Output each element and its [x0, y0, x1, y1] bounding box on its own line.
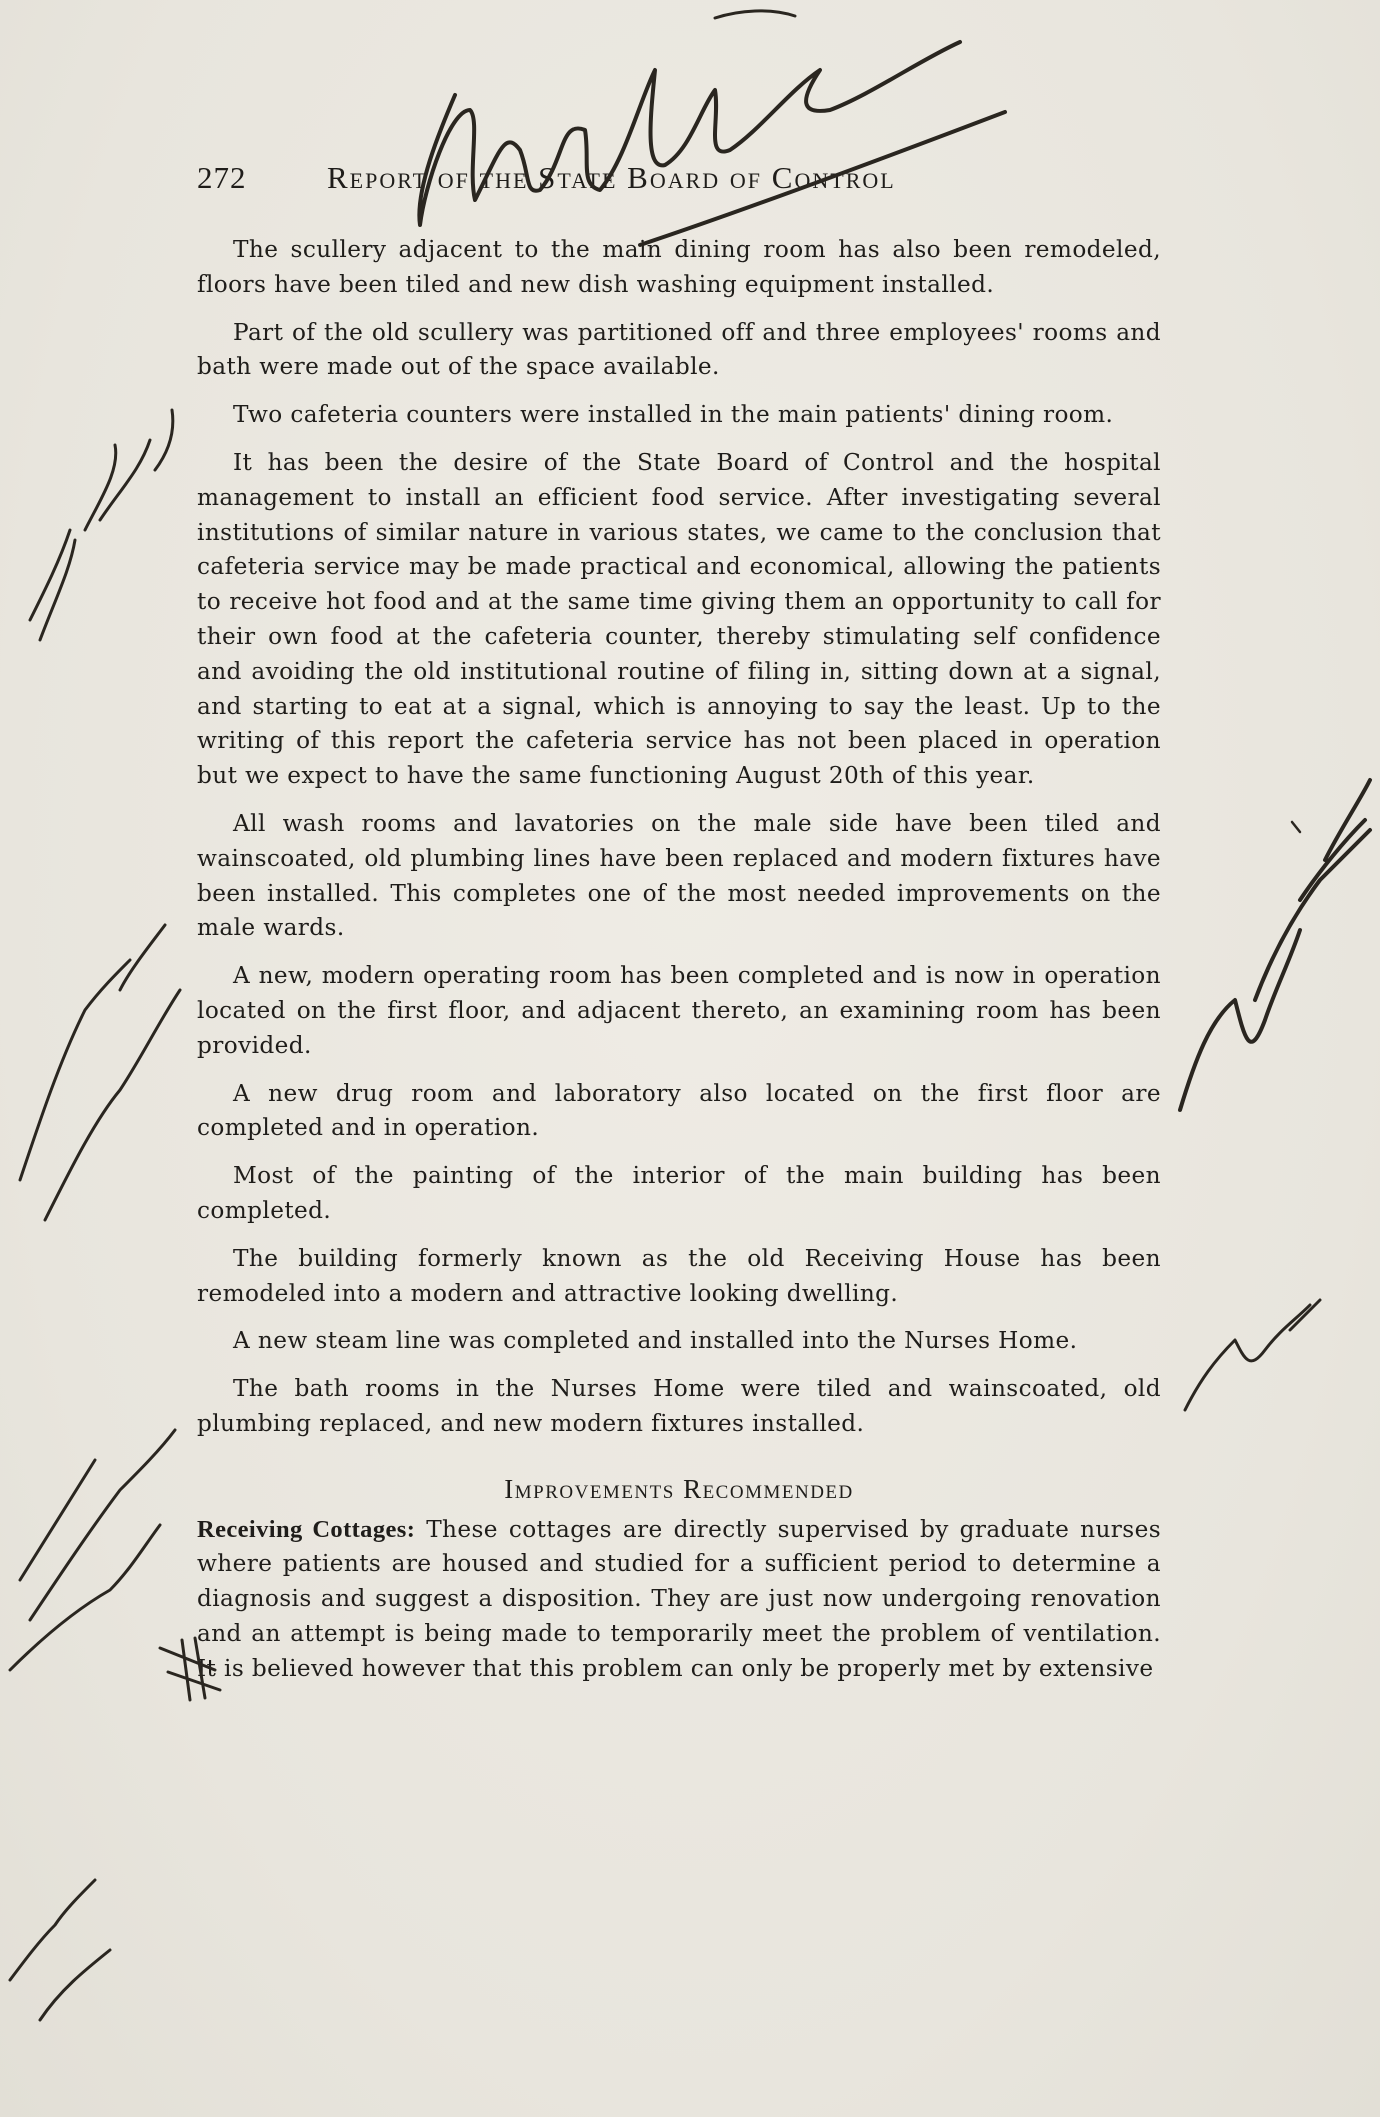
- running-title: Report of the State Board of Control: [327, 160, 896, 195]
- paragraph: The bath rooms in the Nurses Home were tiled and wainscoated, old plumbing replaced, and new modern fixtures installed.: [197, 1375, 1161, 1437]
- section-paragraph: [197, 1513, 1161, 1687]
- paragraph: A new drug room and laboratory also located on the first floor are completed and in operation.: [197, 1079, 1161, 1142]
- paragraph: All wash rooms and lavatories on the male side have been tiled and wainscoated, old plumbing lines have been replaced and modern fixtures have been installed. This completes one of the most needed improvements on the male wards.: [197, 809, 1161, 942]
- margin-note-right-1: [1180, 780, 1370, 1110]
- margin-tick-right: [1292, 822, 1300, 832]
- margin-note-right-2: [1185, 1300, 1320, 1410]
- margin-note-left-4: [10, 1880, 110, 2020]
- paragraph: Part of the old scullery was partitioned off and three employees' rooms and bath were made out of the space available.: [197, 318, 1161, 381]
- paragraph: Two cafeteria counters were installed in the main patients' dining room.: [233, 401, 1114, 429]
- margin-note-left-2: [20, 925, 180, 1220]
- margin-note-left-1: [30, 410, 173, 640]
- paragraph: The building formerly known as the old Receiving House has been remodeled into a modern and attractive looking dwelling.: [197, 1244, 1161, 1307]
- margin-note-left-3: [10, 1430, 175, 1670]
- paragraph: The scullery adjacent to the main dining room has also been remodeled, floors have been tiled and new dish washing equipment installed.: [197, 236, 1161, 298]
- page-number: 272: [197, 160, 247, 195]
- section-body: These cottages are directly supervised by graduate nurses where patients are housed and studied for a sufficient period to determine a diagnosis and suggest a disposition. They are just now undergoing renovation and an attempt is being made to temporarily meet the problem of ventilation. It is believed however that this problem can only be properly met by extensive: [197, 1515, 1161, 1682]
- section-heading: Improvements Recommended: [504, 1473, 854, 1504]
- paragraph: It has been the desire of the State Board of Control and the hospital management to install an efficient food service. After investigating several institutions of similar nature in various states, we came to the conclusion that cafeteria service may be made practical and economical, allowing the patients to receive hot food and at the same time giving them an opportunity to call for their own food at the cafeteria counter, thereby stimulating self confidence and avoiding the old institutional routine of filing in, sitting down at a signal, and starting to eat at a signal, which is annoying to say the least. Up to the writing of this report the cafeteria service has not been placed in operation but we expect to have the same functioning August 20th of this year.: [197, 448, 1161, 790]
- body-text: [197, 233, 1161, 1699]
- paragraph: A new, modern operating room has been completed and is now in operation located on the first floor, and adjacent thereto, an examining room has been provided.: [197, 962, 1161, 1059]
- page-header: [197, 160, 1197, 200]
- runin-label: Receiving Cottages:: [197, 1515, 416, 1543]
- header-signature-hook: [715, 11, 795, 18]
- paragraph: A new steam line was completed and installed into the Nurses Home.: [233, 1327, 1078, 1355]
- paragraph: Most of the painting of the interior of the main building has been completed.: [197, 1162, 1161, 1224]
